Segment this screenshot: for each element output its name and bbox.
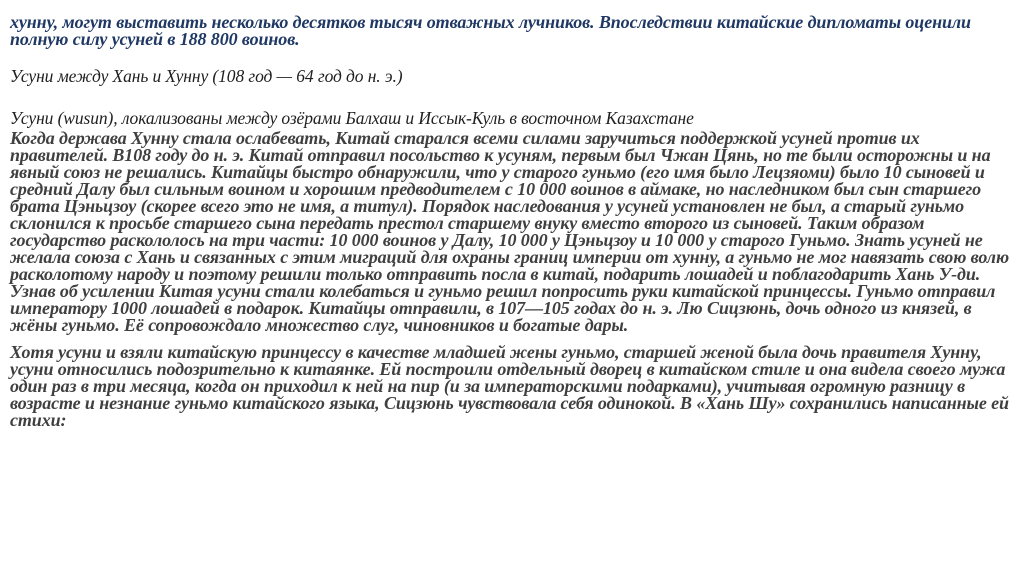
paragraph-1: Когда держава Хунну стала ослабевать, Китай старался всеми силами заручиться поддержкой усуней против их правителей. В108 году до н. э. Китай отправил посольство к усуням, первым был Чжан Цянь, но те были осторожны и на явный союз не решались. Китайцы быстро обнаружили, что у старого гуньмо (его имя было Лецзяоми) было 10 сыновей и средний Далу был сильным воином и хорошим предводителем с 10 000 воинов в аймаке, но наследником был сын старшего брата Цэньцзоу (скорее всего это не имя, а титул). Порядок наследования у усуней установлен не был, а старый гуньмо склонился к просьбе старшего сына передать престол старшему внуку вместо второго из сыновей. Таким образом государство раскололось на три части: 10 000 воинов у Далу, 10 000 у Цэньцзоу и 10 000 у старого Гуньмо. Знать усуней не желала союза с Хань и связанных с этим миграций для охраны границ империи от хунну, а гуньмо не мог навязать свою волю расколотому народу и поэтому решили только отправить посла в китай, подарить лошадей и поблагодарить Хань У-ди. Узнав об усилении Китая усуни стали колебаться и гуньмо решил попросить руки китайской принцессы. Гуньмо отправил императору 1000 лошадей в подарок. Китайцы отправили, в 107—105 годах до н. э. Лю Сицзюнь, дочь одного из князей, в жёны гуньмо. Её сопровождало множество слуг, чиновников и богатые дары. [10, 128, 1009, 335]
intro-text: хунну, могут выставить несколько десятков тысяч отважных лучников. Впоследствии китайские дипломаты оценили полную силу усуней в 188 800 воинов. [10, 12, 971, 49]
main-body [10, 130, 1014, 439]
paragraph-2: Хотя усуни и взяли китайскую принцессу в качестве младшей жены гуньмо, старшей женой была дочь правителя Хунну, усуни относились подозрительно к китаянке. Ей построили отдельный дворец в китайском стиле и она видела своего мужа один раз в три месяца, когда он приходил к ней на пир (и за императорскими подарками), учитывая огромную разницу в возрасте и незнание гуньмо китайского языка, Сицзюнь чувствовала себя одинокой. В «Хань Шу» сохранились написанные ей стихи: [10, 342, 1009, 430]
subsection-heading: Усуни (wusun), локализованы между озёрами Балхаш и Иссык-Куль в восточном Казахстане [10, 108, 694, 128]
section-heading: Усуни между Хань и Хунну (108 год — 64 год до н. э.) [10, 66, 403, 86]
